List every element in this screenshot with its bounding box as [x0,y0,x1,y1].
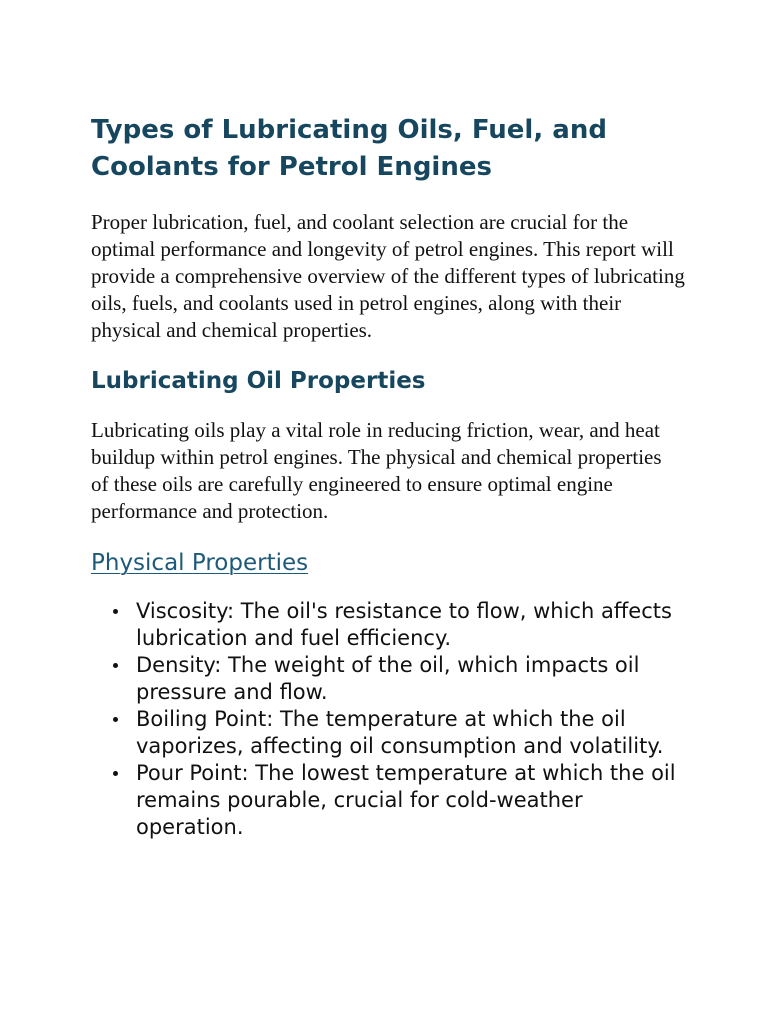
list-item [91,652,681,706]
section-heading-lubricating-oil-properties: Lubricating Oil Properties [91,368,426,394]
list-item-text: Pour Point: The lowest temperature at which the oil remains pourable, crucial for cold-weather operation. [136,761,676,839]
list-item [91,598,681,652]
list-item-text: Boiling Point: The temperature at which the oil vaporizes, affecting oil consumption and volatility. [136,707,664,758]
list-item [91,760,681,841]
bullet-icon [113,663,118,668]
physical-properties-link[interactable]: Physical Properties [91,550,309,576]
section-paragraph: Lubricating oils play a vital role in reducing friction, wear, and heat buildup within petrol engines. The physical and chemical properties of these oils are carefully engineered to ensure optimal engine performance and protection. [91,418,662,523]
bullet-icon [113,609,118,614]
physical-properties-list [91,598,681,841]
list-item [91,706,681,760]
bullet-icon [113,717,118,722]
list-item-text: Viscosity: The oil's resistance to flow, which affects lubrication and fuel efficiency. [136,599,672,650]
intro-paragraph: Proper lubrication, fuel, and coolant selection are crucial for the optimal performance and longevity of petrol engines. This report will provide a comprehensive overview of the different types of lubricating oils, fuels, and coolants used in petrol engines, along with their physical and chemical properties. [91,210,685,342]
document-title: Types of Lubricating Oils, Fuel, and Coolants for Petrol Engines [91,115,607,182]
bullet-icon [113,771,118,776]
document-page [91,112,691,841]
list-item-text: Density: The weight of the oil, which impacts oil pressure and flow. [136,653,640,704]
